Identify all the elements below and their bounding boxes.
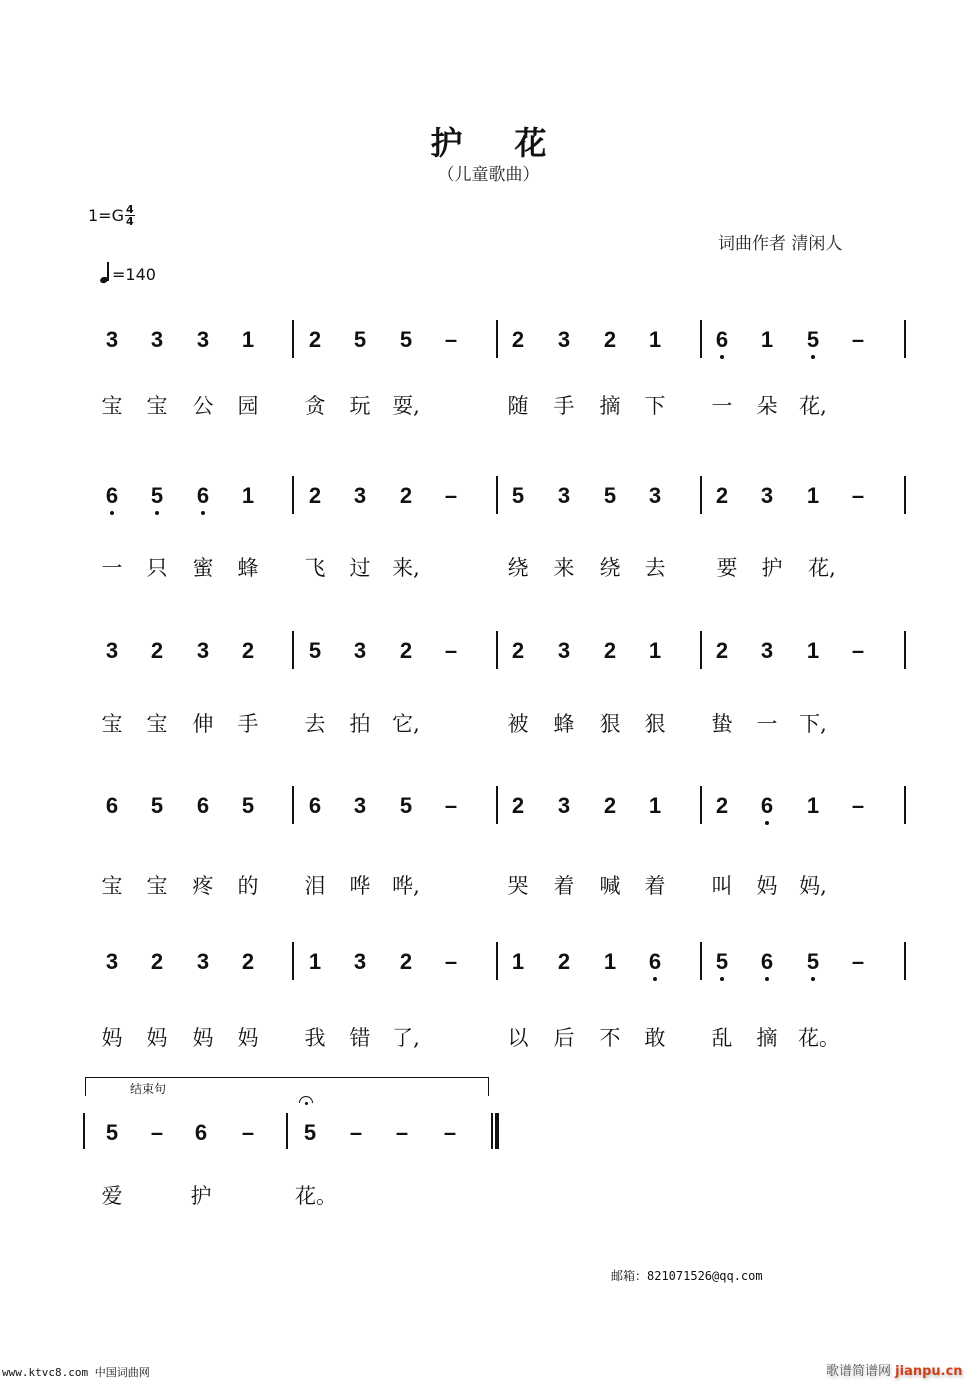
bar-line bbox=[904, 942, 906, 980]
tempo-marking bbox=[100, 262, 156, 284]
lyric: 宝 bbox=[146, 394, 168, 418]
lyric: 花。 bbox=[295, 1184, 337, 1208]
note: 3 bbox=[353, 793, 367, 818]
note: 6 bbox=[308, 793, 322, 818]
lyric: 哗 bbox=[349, 874, 371, 898]
bar-line bbox=[292, 942, 294, 980]
note: 3 bbox=[353, 483, 367, 508]
lyric: 一 bbox=[711, 394, 733, 418]
note-dash: – bbox=[444, 638, 458, 663]
lyric: 花, bbox=[799, 394, 827, 418]
lyric: 耍, bbox=[392, 394, 420, 418]
note: 3 bbox=[353, 949, 367, 974]
time-denominator: 4 bbox=[125, 215, 134, 228]
bar-line bbox=[700, 476, 702, 514]
lyric: 伸 bbox=[192, 712, 214, 736]
key-label: 1=G bbox=[88, 206, 124, 225]
note: 2 bbox=[241, 949, 255, 974]
lyric: 园 bbox=[237, 394, 259, 418]
lyric: 叫 bbox=[711, 874, 733, 898]
time-numerator: 4 bbox=[125, 203, 134, 216]
lyric: 狠 bbox=[599, 712, 621, 736]
fermata-icon bbox=[299, 1096, 315, 1110]
lyric: 敢 bbox=[644, 1026, 666, 1050]
lyric: 宝 bbox=[101, 874, 123, 898]
lyric: 哗, bbox=[392, 874, 420, 898]
note: 2 bbox=[150, 949, 164, 974]
note: 3 bbox=[353, 638, 367, 663]
note: 6 bbox=[710, 328, 734, 352]
contact-email: 邮箱：821071526@qq.com bbox=[611, 1269, 763, 1283]
bar-line bbox=[700, 631, 702, 669]
lyric: 妈, bbox=[799, 874, 827, 898]
bar-line bbox=[496, 320, 498, 358]
lyric: 宝 bbox=[101, 394, 123, 418]
lyric: 摘 bbox=[599, 394, 621, 418]
tempo-value: =140 bbox=[112, 265, 156, 284]
lyric: 不 bbox=[599, 1026, 621, 1050]
song-subtitle: （儿童歌曲） bbox=[437, 165, 540, 185]
note: 3 bbox=[105, 327, 119, 352]
lyric: 花。 bbox=[798, 1026, 840, 1050]
watermark-right-cn: 歌谱简谱网 bbox=[826, 1364, 892, 1379]
note: 3 bbox=[105, 638, 119, 663]
time-signature bbox=[125, 204, 135, 227]
note: 3 bbox=[557, 793, 571, 818]
lyric: 手 bbox=[237, 712, 259, 736]
lyric: 要 bbox=[716, 556, 738, 580]
note: 2 bbox=[603, 793, 617, 818]
note: 5 bbox=[801, 950, 825, 974]
lyric: 宝 bbox=[146, 874, 168, 898]
note: 2 bbox=[308, 483, 322, 508]
lyric: 爱 bbox=[101, 1184, 123, 1208]
note: 3 bbox=[557, 327, 571, 352]
note: 1 bbox=[648, 327, 662, 352]
lyric: 只 bbox=[146, 556, 168, 580]
note: 6 bbox=[643, 950, 667, 974]
bar-line bbox=[904, 320, 906, 358]
note: 2 bbox=[715, 638, 729, 663]
ending-label: 结束句 bbox=[130, 1082, 167, 1096]
lyric: 宝 bbox=[101, 712, 123, 736]
lyric: 妈 bbox=[192, 1026, 214, 1050]
lyric: 蜂 bbox=[237, 556, 259, 580]
note: 5 bbox=[801, 328, 825, 352]
note: 3 bbox=[196, 638, 210, 663]
note: 1 bbox=[603, 949, 617, 974]
note: 3 bbox=[196, 327, 210, 352]
note: 2 bbox=[715, 483, 729, 508]
note: 5 bbox=[105, 1120, 119, 1145]
lyric: 拍 bbox=[349, 712, 371, 736]
note: 5 bbox=[145, 484, 169, 508]
lyric: 去 bbox=[644, 556, 666, 580]
author-credit: 词曲作者 清闲人 bbox=[718, 234, 843, 254]
lyric: 贪 bbox=[304, 394, 326, 418]
lyric: 妈 bbox=[146, 1026, 168, 1050]
note: 6 bbox=[196, 793, 210, 818]
note: 1 bbox=[648, 793, 662, 818]
lyric: 下 bbox=[644, 394, 666, 418]
bar-line bbox=[496, 786, 498, 824]
lyric: 花, bbox=[808, 556, 836, 580]
note: 1 bbox=[806, 638, 820, 663]
note-dash: – bbox=[851, 793, 865, 818]
lyric: 公 bbox=[192, 394, 214, 418]
note: 6 bbox=[755, 794, 779, 818]
final-double-bar bbox=[491, 1113, 499, 1149]
note: 3 bbox=[760, 638, 774, 663]
song-title: 护花 bbox=[430, 124, 599, 162]
note: 5 bbox=[353, 327, 367, 352]
bar-line bbox=[83, 1113, 85, 1149]
note: 6 bbox=[194, 1120, 208, 1145]
bar-line bbox=[286, 1113, 288, 1149]
note-dash: – bbox=[444, 793, 458, 818]
note: 3 bbox=[760, 483, 774, 508]
bar-line bbox=[700, 320, 702, 358]
note: 6 bbox=[100, 484, 124, 508]
key-signature bbox=[88, 204, 135, 227]
note: 5 bbox=[710, 950, 734, 974]
note: 6 bbox=[191, 484, 215, 508]
lyric: 着 bbox=[553, 874, 575, 898]
note: 3 bbox=[557, 638, 571, 663]
lyric: 喊 bbox=[599, 874, 621, 898]
lyric: 乱 bbox=[711, 1026, 733, 1050]
bar-line bbox=[292, 786, 294, 824]
note: 2 bbox=[557, 949, 571, 974]
lyric: 我 bbox=[304, 1026, 326, 1050]
note: 2 bbox=[399, 949, 413, 974]
lyric: 蛰 bbox=[711, 712, 733, 736]
lyric: 飞 bbox=[304, 556, 326, 580]
note: 5 bbox=[511, 483, 525, 508]
lyric: 绕 bbox=[599, 556, 621, 580]
note: 3 bbox=[648, 483, 662, 508]
lyric: 去 bbox=[304, 712, 326, 736]
note: 2 bbox=[511, 793, 525, 818]
note-dash: – bbox=[444, 327, 458, 352]
lyric: 哭 bbox=[507, 874, 529, 898]
lyric: 狠 bbox=[644, 712, 666, 736]
lyric: 朵 bbox=[756, 394, 778, 418]
lyric: 着 bbox=[644, 874, 666, 898]
note-dash: – bbox=[851, 483, 865, 508]
quarter-note-icon bbox=[100, 262, 110, 284]
watermark-right-en: jianpu.cn bbox=[895, 1364, 963, 1379]
note-dash: – bbox=[851, 638, 865, 663]
bar-line bbox=[496, 631, 498, 669]
bar-line bbox=[904, 476, 906, 514]
note: 5 bbox=[303, 1120, 317, 1145]
note: 2 bbox=[399, 638, 413, 663]
note: 1 bbox=[241, 327, 255, 352]
lyric: 来 bbox=[553, 556, 575, 580]
note: 1 bbox=[241, 483, 255, 508]
lyric: 妈 bbox=[237, 1026, 259, 1050]
bar-line bbox=[904, 786, 906, 824]
bar-line bbox=[700, 786, 702, 824]
bar-line bbox=[292, 476, 294, 514]
lyric: 随 bbox=[507, 394, 529, 418]
note: 5 bbox=[399, 793, 413, 818]
bar-line bbox=[700, 942, 702, 980]
lyric: 一 bbox=[101, 556, 123, 580]
lyric: 泪 bbox=[304, 874, 326, 898]
lyric: 摘 bbox=[756, 1026, 778, 1050]
note: 5 bbox=[150, 793, 164, 818]
bar-line bbox=[496, 476, 498, 514]
note: 6 bbox=[105, 793, 119, 818]
lyric: 护 bbox=[190, 1184, 212, 1208]
note: 1 bbox=[760, 327, 774, 352]
note: 1 bbox=[806, 483, 820, 508]
lyric: 玩 bbox=[349, 394, 371, 418]
lyric: 它, bbox=[392, 712, 420, 736]
note: 5 bbox=[399, 327, 413, 352]
lyric: 的 bbox=[237, 874, 259, 898]
lyric: 以 bbox=[507, 1026, 529, 1050]
note: 1 bbox=[308, 949, 322, 974]
note-dash: – bbox=[851, 327, 865, 352]
note: 5 bbox=[241, 793, 255, 818]
note: 2 bbox=[511, 638, 525, 663]
note: 2 bbox=[603, 327, 617, 352]
note: 3 bbox=[105, 949, 119, 974]
note-dash: – bbox=[444, 483, 458, 508]
bar-line bbox=[904, 631, 906, 669]
lyric: 错 bbox=[349, 1026, 371, 1050]
lyric: 蜜 bbox=[192, 556, 214, 580]
bar-line bbox=[292, 631, 294, 669]
note: 2 bbox=[241, 638, 255, 663]
lyric: 手 bbox=[553, 394, 575, 418]
lyric: 了, bbox=[392, 1026, 420, 1050]
lyric: 绕 bbox=[507, 556, 529, 580]
watermark-left: www.ktvc8.com 中国词曲网 bbox=[2, 1366, 150, 1379]
lyric: 妈 bbox=[101, 1026, 123, 1050]
lyric: 一 bbox=[756, 712, 778, 736]
note-dash: – bbox=[349, 1120, 363, 1145]
note: 1 bbox=[648, 638, 662, 663]
note: 6 bbox=[755, 950, 779, 974]
lyric: 宝 bbox=[146, 712, 168, 736]
note: 3 bbox=[196, 949, 210, 974]
note: 1 bbox=[511, 949, 525, 974]
note: 2 bbox=[511, 327, 525, 352]
watermark-right bbox=[826, 1360, 963, 1379]
bar-line bbox=[496, 942, 498, 980]
note-dash: – bbox=[241, 1120, 255, 1145]
note: 2 bbox=[399, 483, 413, 508]
note: 3 bbox=[557, 483, 571, 508]
lyric: 蜂 bbox=[553, 712, 575, 736]
lyric: 来, bbox=[392, 556, 420, 580]
bar-line bbox=[292, 320, 294, 358]
lyric: 后 bbox=[553, 1026, 575, 1050]
lyric: 被 bbox=[507, 712, 529, 736]
note: 5 bbox=[308, 638, 322, 663]
lyric: 护 bbox=[761, 556, 783, 580]
note-dash: – bbox=[444, 949, 458, 974]
note: 5 bbox=[603, 483, 617, 508]
note: 1 bbox=[806, 793, 820, 818]
note: 2 bbox=[603, 638, 617, 663]
lyric: 过 bbox=[349, 556, 371, 580]
note-dash: – bbox=[150, 1120, 164, 1145]
note-dash: – bbox=[395, 1120, 409, 1145]
note: 2 bbox=[308, 327, 322, 352]
note-dash: – bbox=[851, 949, 865, 974]
lyric: 疼 bbox=[192, 874, 214, 898]
note: 2 bbox=[715, 793, 729, 818]
note: 2 bbox=[150, 638, 164, 663]
note-dash: – bbox=[443, 1120, 457, 1145]
lyric: 下, bbox=[799, 712, 827, 736]
lyric: 妈 bbox=[756, 874, 778, 898]
note: 3 bbox=[150, 327, 164, 352]
